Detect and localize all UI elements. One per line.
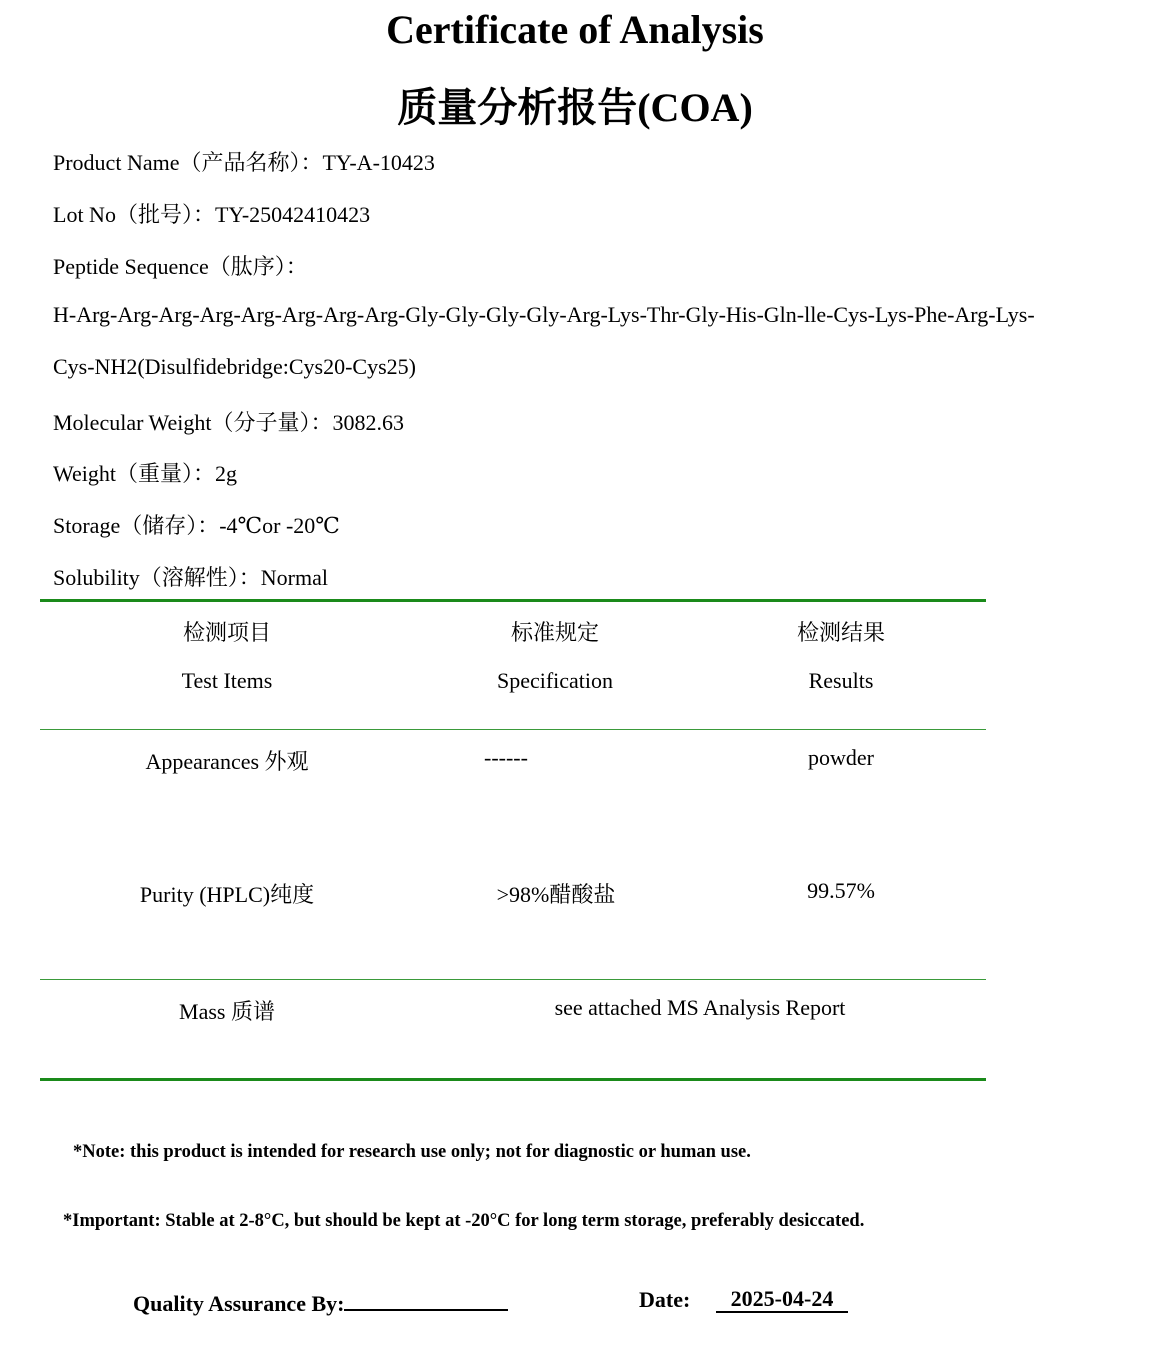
weight-field: Weight（重量）：2g: [53, 461, 237, 486]
header-results-en: Results: [808, 668, 874, 693]
document-title-en: Certificate of Analysis: [386, 7, 764, 52]
lot-no-field: Lot No（批号）：TY-25042410423: [53, 202, 371, 227]
header-results-cn: 检测结果: [796, 620, 885, 645]
product-name-field: Product Name（产品名称）：TY-A-10423: [53, 150, 435, 175]
table-row-rule: [40, 979, 986, 980]
header-test-items-en: Test Items: [181, 668, 273, 693]
row-appearance-item: Appearances 外观: [145, 749, 309, 774]
date-value: 2025-04-24: [716, 1287, 848, 1313]
solubility-field: Solubility（溶解性）：Normal: [53, 565, 329, 590]
research-use-note: *Note: this product is intended for research use only; not for diagnostic or human use.: [73, 1142, 751, 1162]
row-purity-spec: >98%醋酸盐: [496, 882, 616, 907]
peptide-sequence-label: Peptide Sequence（肽序）：: [53, 254, 308, 279]
row-mass-item: Mass 质谱: [179, 999, 275, 1024]
header-specification-cn: 标准规定: [510, 620, 599, 645]
row-purity-result: 99.57%: [807, 878, 875, 903]
date-label: Date:: [639, 1287, 691, 1312]
table-bottom-rule: [40, 1078, 986, 1081]
peptide-sequence-line-2: Cys-NH2(Disulfidebridge:Cys20-Cys25): [53, 354, 416, 379]
table-header-rule: [40, 729, 986, 730]
qa-label: Quality Assurance By:: [133, 1291, 345, 1316]
qa-signature: [133, 1287, 508, 1317]
molecular-weight-field: Molecular Weight（分子量）：3082.63: [53, 410, 405, 435]
storage-note: *Important: Stable at 2-8°C, but should be kept at -20°C for long term storage, preferably desiccated.: [63, 1211, 865, 1231]
header-specification-en: Specification: [496, 668, 614, 693]
storage-field: Storage（储存）：-4℃or -20℃: [53, 513, 340, 538]
row-mass-spec-result: see attached MS Analysis Report: [554, 995, 846, 1020]
row-appearance-result: powder: [808, 745, 874, 770]
table-top-rule: [40, 599, 986, 602]
peptide-sequence-line-1: H-Arg-Arg-Arg-Arg-Arg-Arg-Arg-Arg-Gly-Gly-Gly-Gly-Arg-Lys-Thr-Gly-His-Gln-lle-Cys-Lys-Phe-Arg-Lys-: [53, 302, 1035, 327]
row-appearance-spec: ------: [484, 745, 528, 770]
row-purity-item: Purity (HPLC)纯度: [139, 882, 315, 907]
document-title-cn: 质量分析报告(COA): [397, 85, 753, 130]
header-test-items-cn: 检测项目: [182, 620, 271, 645]
qa-signature-line: [344, 1287, 508, 1311]
